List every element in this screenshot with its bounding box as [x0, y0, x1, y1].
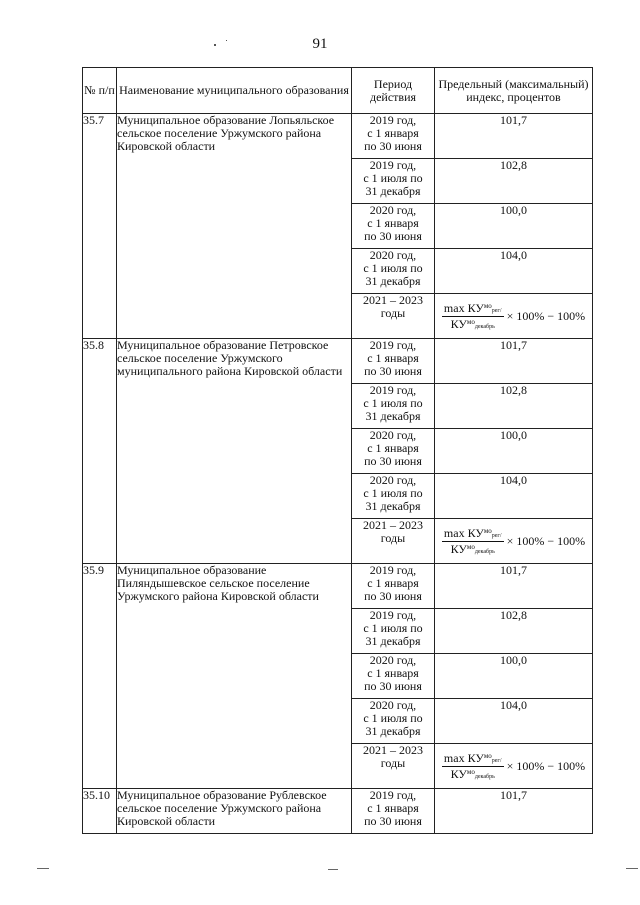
- period-line: 2020 год,: [369, 428, 417, 442]
- index-formula-cell: [435, 744, 593, 789]
- period-cell: [352, 564, 435, 609]
- tariff-index-table: [82, 67, 593, 834]
- formula-sub: рег/: [491, 532, 502, 539]
- period-cell: [352, 294, 435, 339]
- period-cell: [352, 789, 435, 834]
- index-value: 100,0: [435, 204, 593, 249]
- entry-name: Муниципальное образование Петровское сельское поселение Уржумского муниципального района Кировской области: [117, 339, 352, 564]
- index-value: 104,0: [435, 699, 593, 744]
- period-cell: [352, 249, 435, 294]
- period-line: по 30 июня: [364, 364, 422, 378]
- period-line: 2019 год,: [369, 383, 417, 397]
- index-value: 101,7: [435, 339, 593, 384]
- formula-denominator: [449, 542, 497, 556]
- entry-number: 35.8: [83, 339, 117, 564]
- entry-name: Муниципальное образование Пиляндышевское сельское поселение Уржумского района Кировской области: [117, 564, 352, 789]
- formula-denominator: [449, 317, 497, 331]
- formula-tail: × 100% − 100%: [506, 758, 586, 773]
- scan-mark: [626, 868, 638, 869]
- formula-sub: декабрь: [474, 773, 495, 780]
- period-cell: [352, 339, 435, 384]
- period-line: 2019 год,: [369, 338, 417, 352]
- period-line: с 1 января: [367, 666, 419, 680]
- entry-number: 35.7: [83, 114, 117, 339]
- table-row: [83, 564, 593, 609]
- index-value: 102,8: [435, 609, 593, 654]
- period-line: с 1 января: [367, 576, 419, 590]
- period-line: с 1 января: [367, 441, 419, 455]
- formula-max-label: max КУ: [443, 300, 484, 315]
- formula-expression: [435, 302, 592, 331]
- formula-fraction: [442, 527, 504, 556]
- period-line: по 30 июня: [364, 139, 422, 153]
- period-line: 2019 год,: [369, 158, 417, 172]
- period-line: с 1 июля по: [363, 171, 423, 185]
- period-line: 2020 год,: [369, 473, 417, 487]
- period-line: годы: [380, 531, 406, 545]
- entry-name: Муниципальное образование Лопьяльское сельское поселение Уржумского района Кировской области: [117, 114, 352, 339]
- period-cell: [352, 429, 435, 474]
- formula-numerator: [442, 527, 504, 542]
- header-num: № п/п: [83, 68, 117, 114]
- period-line: с 1 января: [367, 801, 419, 815]
- period-cell: [352, 699, 435, 744]
- formula-sub: декабрь: [474, 323, 495, 330]
- period-line: с 1 июля по: [363, 396, 423, 410]
- table-row: [83, 339, 593, 384]
- period-line: 31 декабря: [365, 184, 421, 198]
- formula-denominator: [449, 767, 497, 781]
- formula-fraction: [442, 752, 504, 781]
- header-index: Предельный (максимальный) индекс, процентов: [435, 68, 593, 114]
- formula-den-label: КУ: [450, 541, 467, 556]
- period-line: по 30 июня: [364, 814, 422, 828]
- formula-sup: мо: [466, 317, 475, 326]
- table-header-row: [83, 68, 593, 114]
- entry-number: 35.9: [83, 564, 117, 789]
- index-value: 100,0: [435, 654, 593, 699]
- period-line: 2020 год,: [369, 653, 417, 667]
- index-value: 101,7: [435, 789, 593, 834]
- period-line: 2021 – 2023: [363, 293, 423, 307]
- formula-sup: мо: [483, 301, 492, 310]
- scan-speck: [214, 44, 216, 46]
- period-line: 31 декабря: [365, 409, 421, 423]
- entry-number: 35.10: [83, 789, 117, 834]
- index-value: 101,7: [435, 114, 593, 159]
- period-cell: [352, 474, 435, 519]
- period-line: с 1 июля по: [363, 486, 423, 500]
- index-value: 104,0: [435, 474, 593, 519]
- period-line: 2019 год,: [369, 563, 417, 577]
- formula-tail: × 100% − 100%: [506, 533, 586, 548]
- formula-numerator: [442, 302, 504, 317]
- formula-tail: × 100% − 100%: [506, 308, 586, 323]
- table-row: [83, 114, 593, 159]
- formula-sup: мо: [466, 767, 475, 776]
- formula-den-label: КУ: [450, 766, 467, 781]
- header-name: Наименование муниципального образования: [117, 68, 352, 114]
- period-cell: [352, 654, 435, 699]
- formula-sub: декабрь: [474, 548, 495, 555]
- index-formula-cell: [435, 294, 593, 339]
- formula-fraction: [442, 302, 504, 331]
- period-line: 2020 год,: [369, 248, 417, 262]
- formula-den-label: КУ: [450, 316, 467, 331]
- index-value: 101,7: [435, 564, 593, 609]
- table-row: [83, 789, 593, 834]
- formula-numerator: [442, 752, 504, 767]
- period-line: с 1 июля по: [363, 261, 423, 275]
- period-line: с 1 июля по: [363, 621, 423, 635]
- period-line: годы: [380, 756, 406, 770]
- period-line: с 1 января: [367, 126, 419, 140]
- index-value: 102,8: [435, 384, 593, 429]
- scan-mark: [37, 868, 49, 869]
- formula-sub: рег/: [491, 307, 502, 314]
- formula-sup: мо: [483, 751, 492, 760]
- formula-expression: [435, 527, 592, 556]
- period-line: по 30 июня: [364, 229, 422, 243]
- period-line: 31 декабря: [365, 724, 421, 738]
- page-number: 91: [312, 36, 328, 52]
- period-line: годы: [380, 306, 406, 320]
- period-line: по 30 июня: [364, 589, 422, 603]
- period-line: по 30 июня: [364, 454, 422, 468]
- period-cell: [352, 204, 435, 249]
- period-cell: [352, 114, 435, 159]
- period-line: с 1 июля по: [363, 711, 423, 725]
- formula-expression: [435, 752, 592, 781]
- formula-max-label: max КУ: [443, 525, 484, 540]
- period-cell: [352, 159, 435, 204]
- period-line: 2021 – 2023: [363, 743, 423, 757]
- period-line: 31 декабря: [365, 274, 421, 288]
- period-line: 2021 – 2023: [363, 518, 423, 532]
- period-line: 2019 год,: [369, 608, 417, 622]
- formula-sup: мо: [466, 542, 475, 551]
- index-value: 100,0: [435, 429, 593, 474]
- index-value: 102,8: [435, 159, 593, 204]
- formula-max-label: max КУ: [443, 750, 484, 765]
- period-line: по 30 июня: [364, 679, 422, 693]
- period-cell: [352, 744, 435, 789]
- scan-mark: [328, 869, 338, 870]
- formula-sup: мо: [483, 526, 492, 535]
- header-period: Период действия: [352, 68, 435, 114]
- period-line: 2019 год,: [369, 113, 417, 127]
- entry-name: Муниципальное образование Рублевское сельское поселение Уржумского района Кировской области: [117, 789, 352, 834]
- scan-speck: [226, 40, 227, 41]
- index-formula-cell: [435, 519, 593, 564]
- period-line: с 1 января: [367, 216, 419, 230]
- formula-sub: рег/: [491, 757, 502, 764]
- period-line: 31 декабря: [365, 499, 421, 513]
- index-value: 104,0: [435, 249, 593, 294]
- table-body: [83, 114, 593, 834]
- period-line: 2020 год,: [369, 698, 417, 712]
- period-cell: [352, 609, 435, 654]
- period-line: 2020 год,: [369, 203, 417, 217]
- period-cell: [352, 519, 435, 564]
- period-line: с 1 января: [367, 351, 419, 365]
- period-line: 31 декабря: [365, 634, 421, 648]
- period-cell: [352, 384, 435, 429]
- period-line: 2019 год,: [369, 788, 417, 802]
